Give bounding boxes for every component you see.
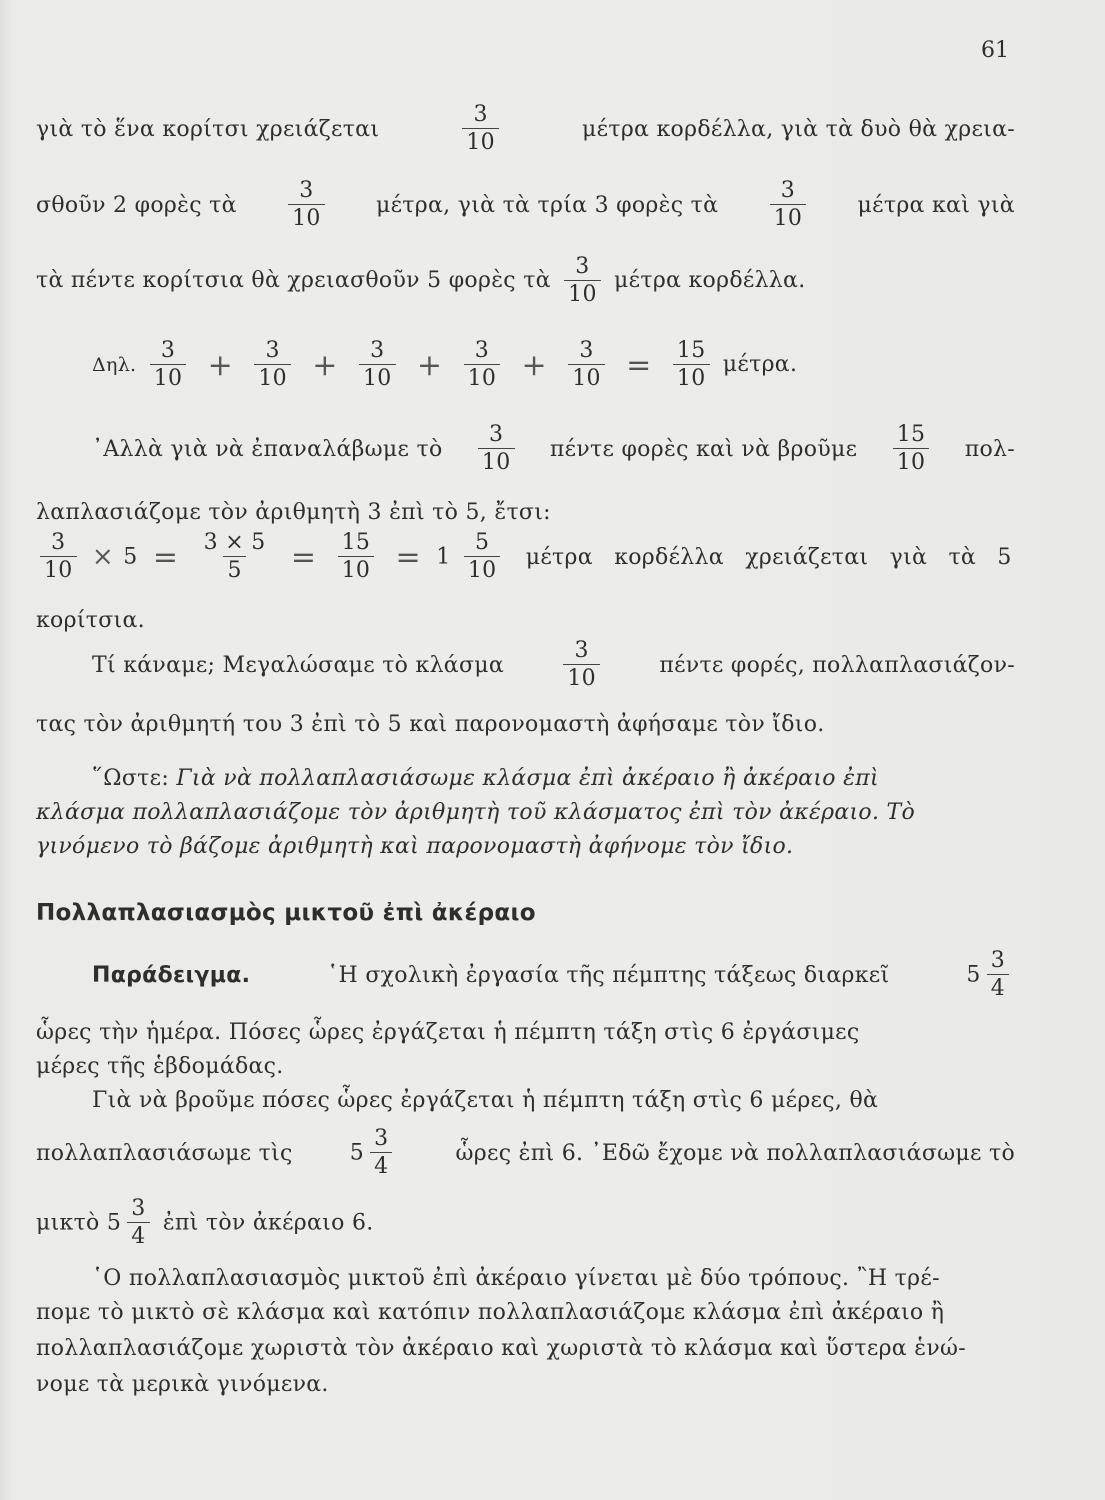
text-line: μέρες τῆς ἑβδομάδας. (36, 1054, 284, 1079)
text-span: μέτρα, γιὰ τὰ τρία 3 φορὲς τὰ (376, 192, 719, 218)
rule-text: Γιὰ νὰ πολλαπλασιάσωμε κλάσμα ἐπὶ ἀκέραιο ἢ ἀκέραιο ἐπὶ (176, 766, 879, 791)
text-line (36, 256, 806, 306)
rule-line: γινόμενο τὸ βάζομε ἀριθμητὴ καὶ παρονομαστὴ ἀφήνομε τὸν ἴδιο. (36, 834, 794, 859)
text-line: πομε τὸ μικτὸ σὲ κλάσμα καὶ κατόπιν πολλαπλασιάζομε κλάσμα ἐπὶ ἀκέραιο ἢ (36, 1300, 945, 1325)
text-span: τὰ πέντε κορίτσια θὰ χρειασθοῦν 5 φορὲς τὰ (36, 268, 551, 293)
mixed-number: 5 $\frac{3}{4}$ (107, 1210, 156, 1235)
text-span: ῾Η σχολικὴ ἐργασία τῆς πέμπτης τάξεως διαρκεῖ (327, 962, 890, 988)
text-span: ὧρες ἐπὶ 6. ᾿Εδῶ ἔχομε νὰ πολλαπλασιάσωμε τὸ (455, 1140, 1015, 1166)
mixed-number: 5 $\frac{3}{4}$ (966, 950, 1015, 1000)
text-line (36, 1198, 374, 1248)
text-line: ῾Ο πολλαπλασιασμὸς μικτοῦ ἐπὶ ἀκέραιο γίνεται μὲ δύο τρόπους. ῍Η τρέ- (92, 1266, 940, 1291)
text-span: γιὰ τὸ ἕνα κορίτσι χρειάζεται (36, 116, 380, 142)
fraction: $\frac{3}{10}$ (770, 180, 807, 230)
fraction: $\frac{3}{10}$ (288, 180, 325, 230)
text-span: Τί κάναμε; Μεγαλώσαμε τὸ κλάσμα (92, 652, 505, 678)
sum-equation: Δηλ. $\frac{3}{10}$ + $\frac{3}{10}$ + $\frac{3}{10}$ + $\frac{3}{10}$ + $\frac{3}{10}$ = $\frac{15}{10}$ μέτρα. (92, 338, 798, 391)
page-number: 61 (981, 38, 1009, 63)
text-line: νομε τὰ μερικὰ γινόμενα. (36, 1372, 329, 1397)
example-label: Παράδειγμα. (92, 962, 251, 988)
text-span: μέτρα. (722, 352, 798, 377)
fraction: $\frac{3}{10}$ (462, 104, 499, 154)
rule-line: κλάσμα πολλαπλασιάζομε τὸν ἀριθμητὴ τοῦ κλάσματος ἐπὶ τὸν ἀκέραιο. Τὸ (36, 800, 916, 825)
text-line (92, 950, 1015, 1000)
product-equation: $\frac{3}{10}$ × 5 = $\frac{3 \times 5}{5}$ = $\frac{15}{10}$ = 1 $\frac{5}{10}$ μέτρα κορδέλλα χρειάζεται γιὰ τὰ 5 (34, 532, 1012, 582)
text-line: τας τὸν ἀριθμητή του 3 ἐπὶ τὸ 5 καὶ παρονομαστὴ ἀφήσαμε τὸν ἴδιο. (36, 712, 825, 737)
text-span: σθοῦν 2 φορὲς τὰ (36, 192, 237, 218)
text-line: λαπλασιάζομε τὸν ἀριθμητὴ 3 ἐπὶ τὸ 5, ἔτσι: (36, 500, 551, 525)
text-line: Γιὰ νὰ βροῦμε πόσες ὧρες ἐργάζεται ἡ πέμπτη τάξη στὶς 6 μέρες, θὰ (92, 1088, 879, 1113)
text-line: ὧρες τὴν ἡμέρα. Πόσες ὧρες ἐργάζεται ἡ πέμπτη τάξη στὶς 6 ἐργάσιμες (36, 1020, 860, 1045)
text-line (36, 1128, 1015, 1178)
mixed-number: 5 $\frac{3}{4}$ (350, 1128, 399, 1178)
text-span: μέτρα κορδέλλα, γιὰ τὰ δυὸ θὰ χρεια- (582, 116, 1015, 142)
text-span: ἐπὶ τὸν ἀκέραιο 6. (162, 1210, 374, 1236)
text-span: μέτρα καὶ γιὰ (857, 192, 1015, 218)
text-span: πολ- (964, 436, 1015, 462)
text-line: κορίτσια. (36, 608, 145, 633)
text-span: μέτρα κορδέλλα. (614, 268, 806, 293)
text-span: πέντε φορές, πολλαπλασιάζον- (659, 652, 1015, 678)
text-span: πέντε φορὲς καὶ νὰ βροῦμε (549, 436, 858, 462)
text-line (36, 180, 1015, 230)
text-span: Δηλ. (92, 354, 137, 376)
section-heading: Πολλαπλασιασμὸς μικτοῦ ἐπὶ ἀκέραιο (36, 900, 536, 926)
text-line (36, 104, 1015, 154)
text-line: ᾿Αλλὰ γιὰ νὰ ἐπαναλάβωμε τὸ $\frac{3}{10}$ πέντε φορὲς καὶ νὰ βροῦμε $\frac{15}{10}$ πολ- (92, 422, 1015, 475)
text-line: Τί κάναμε; Μεγαλώσαμε τὸ κλάσμα $\frac{3}{10}$ πέντε φορές, πολλαπλασιάζον- (92, 638, 1015, 691)
fraction: $\frac{3}{10}$ (564, 256, 601, 306)
text-span: ῞Ωστε: (92, 766, 170, 791)
text-span: ᾿Αλλὰ γιὰ νὰ ἐπαναλάβωμε τὸ (92, 436, 443, 462)
rule-line (92, 766, 1015, 791)
text-line: πολλαπλασιάζομε χωριστὰ τὸν ἀκέραιο καὶ χωριστὰ τὸ κλάσμα καὶ ὕστερα ἑνώ- (36, 1336, 967, 1361)
text-span: πολλαπλασιάσωμε τὶς (36, 1140, 293, 1166)
text-span: μέτρα κορδέλλα χρειάζεται γιὰ τὰ 5 (525, 544, 1012, 570)
text-span: μικτὸ (36, 1210, 100, 1236)
